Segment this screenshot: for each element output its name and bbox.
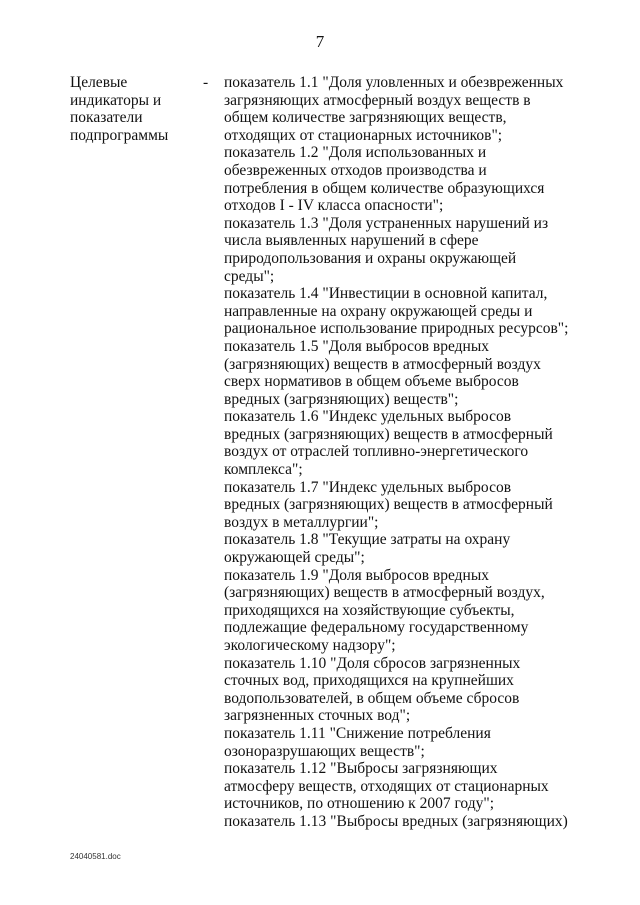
indicator-text-line: вредных (загрязняющих) веществ"; xyxy=(224,390,459,408)
indicator-text-line: загрязняющих атмосферный воздух веществ в xyxy=(224,91,531,109)
section-label-line: индикаторы и xyxy=(70,91,162,109)
section-label xyxy=(70,74,200,144)
indicator-text-line: вредных (загрязняющих) веществ в атмосферный xyxy=(224,496,553,514)
indicator-text-line: показатель 1.12 "Выбросы загрязняющих xyxy=(224,760,498,778)
indicator-text-line: показатель 1.3 "Доля устраненных нарушений из xyxy=(224,214,549,232)
indicator-text-line: отходов I - IV класса опасности"; xyxy=(224,197,444,215)
indicator-text-line: комплекса"; xyxy=(224,461,303,479)
indicator-text-line: подлежащие федеральному государственному xyxy=(224,619,529,637)
indicator-text-line: озоноразрушающих веществ"; xyxy=(224,742,425,760)
indicator-text-line: потребления в общем количестве образующихся xyxy=(224,179,545,197)
indicator-text-line: показатель 1.1 "Доля уловленных и обезвреженных xyxy=(224,74,564,91)
section-label-line: Целевые xyxy=(70,74,128,91)
indicator-text-line: рациональное использование природных ресурсов"; xyxy=(224,320,569,338)
indicator-text-line: среды"; xyxy=(224,267,275,285)
indicator-text-line: общем количестве загрязняющих веществ, xyxy=(224,109,507,127)
indicator-text-line: показатель 1.5 "Доля выбросов вредных xyxy=(224,337,490,355)
indicator-text-line: показатель 1.8 "Текущие затраты на охрану xyxy=(224,531,511,549)
indicator-text-line: сверх нормативов в общем объеме выбросов xyxy=(224,373,519,391)
indicator-text-line: показатель 1.7 "Индекс удельных выбросов xyxy=(224,478,512,496)
indicator-text-line: атмосферу веществ, отходящих от стационарных xyxy=(224,777,549,795)
indicator-text-line: экологическому надзору"; xyxy=(224,637,396,654)
indicator-text-line: окружающей среды"; xyxy=(224,549,365,567)
indicator-text-line: загрязненных сточных вод"; xyxy=(224,707,411,725)
indicator-text-line: отходящих от стационарных источников"; xyxy=(224,126,503,144)
document-filename: 24040581.doc xyxy=(70,852,121,861)
separator-dash: - xyxy=(203,74,209,91)
indicator-text-line: водопользователей, в общем объеме сбросов xyxy=(224,689,520,707)
section-label-line: подпрограммы xyxy=(70,126,169,144)
indicator-text-line: показатель 1.9 "Доля выбросов вредных xyxy=(224,566,490,584)
indicator-text-line: обезвреженных отходов производства и xyxy=(224,161,487,179)
indicator-text-line: показатель 1.11 "Снижение потребления xyxy=(224,724,491,742)
indicator-text-line: (загрязняющих) веществ в атмосферный воздух, xyxy=(224,584,545,602)
page-number: 7 xyxy=(315,32,325,51)
indicator-text-line: показатель 1.6 "Индекс удельных выбросов xyxy=(224,408,512,426)
indicator-text-line: вредных (загрязняющих) веществ в атмосферный xyxy=(224,425,553,443)
indicator-text-line: направленные на охрану окружающей среды и xyxy=(224,302,533,320)
indicator-text-line: числа выявленных нарушений в сфере xyxy=(224,232,479,250)
indicators-list xyxy=(224,74,569,831)
indicator-text-line: источников, по отношению к 2007 году"; xyxy=(224,795,495,813)
section-label-line: показатели xyxy=(70,109,143,127)
indicator-text-line: показатель 1.10 "Доля сбросов загрязненных xyxy=(224,654,521,672)
indicator-text-line: природопользования и охраны окружающей xyxy=(224,249,517,267)
indicator-text-line: (загрязняющих) веществ в атмосферный воздух xyxy=(224,355,541,373)
indicator-text-line: приходящихся на хозяйствующие субъекты, xyxy=(224,601,515,619)
indicator-text-line: сточных вод, приходящихся на крупнейших xyxy=(224,672,514,690)
indicator-text-line: показатель 1.2 "Доля использованных и xyxy=(224,144,487,162)
indicator-text-line: воздух от отраслей топливно-энергетического xyxy=(224,443,529,461)
indicator-text-line: показатель 1.4 "Инвестиции в основной капитал, xyxy=(224,285,548,303)
indicator-text-line: воздух в металлургии"; xyxy=(224,513,379,531)
indicator-text-line: показатель 1.13 "Выбросы вредных (загрязняющих) xyxy=(224,812,568,830)
